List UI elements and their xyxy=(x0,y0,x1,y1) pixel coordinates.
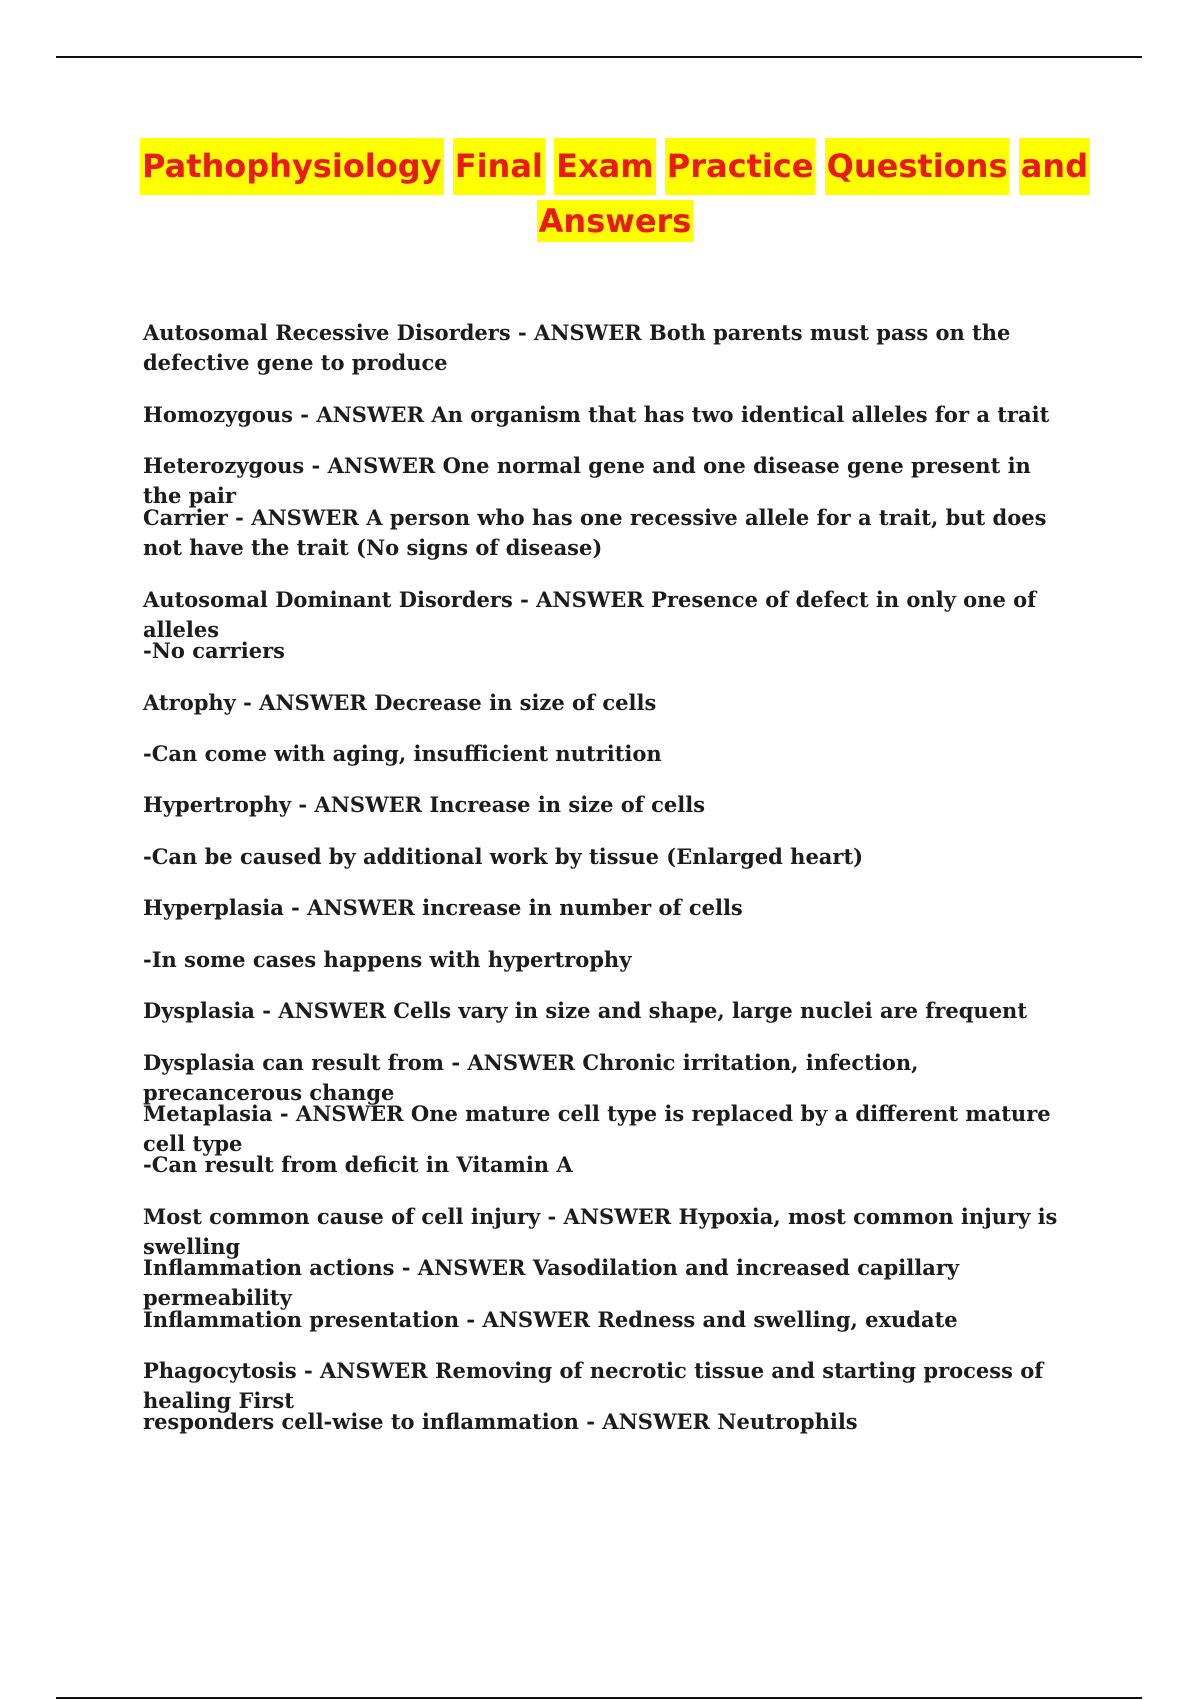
page-title xyxy=(140,138,1090,248)
title-word: Exam xyxy=(554,138,655,195)
qa-item-autosomal-recessive: Autosomal Recessive Disorders - ANSWER Both parents must pass on the defective gene to produce xyxy=(143,320,1011,375)
qa-item-phagocytosis: Phagocytosis - ANSWER Removing of necrotic tissue and starting process of healing First xyxy=(143,1358,1044,1413)
qa-item-note: -Can be caused by additional work by tissue (Enlarged heart) xyxy=(143,844,864,869)
qa-item-note: -Can come with aging, insufficient nutrition xyxy=(143,741,662,766)
qa-item-note: -No carriers xyxy=(143,638,285,663)
title-word: Answers xyxy=(538,202,692,240)
qa-item-homozygous: Homozygous - ANSWER An organism that has two identical alleles for a trait xyxy=(143,402,1050,427)
title-word: Practice xyxy=(665,138,816,195)
qa-item-note: -In some cases happens with hypertrophy xyxy=(143,947,632,972)
qa-item-autosomal-dominant: Autosomal Dominant Disorders - ANSWER Presence of defect in only one of alleles xyxy=(143,587,1037,642)
qa-item-metaplasia: Metaplasia - ANSWER One mature cell type is replaced by a different mature cell type xyxy=(143,1101,1051,1156)
bottom-rule xyxy=(56,1697,1142,1699)
title-line-2 xyxy=(140,195,1090,248)
qa-item-inflammation-actions: Inflammation actions - ANSWER Vasodilation and increased capillary permeability xyxy=(143,1255,960,1310)
qa-item-dysplasia-causes: Dysplasia can result from - ANSWER Chronic irritation, infection, precancerous change xyxy=(143,1050,919,1105)
qa-item-hypertrophy: Hypertrophy - ANSWER Increase in size of cells xyxy=(143,792,706,817)
qa-item-first-responders: responders cell-wise to inflammation - ANSWER Neutrophils xyxy=(143,1409,858,1434)
title-line-1 xyxy=(140,138,1090,195)
title-word: and xyxy=(1019,138,1090,195)
qa-item-heterozygous: Heterozygous - ANSWER One normal gene and one disease gene present in the pair xyxy=(143,453,1031,508)
qa-item-hyperplasia: Hyperplasia - ANSWER increase in number of cells xyxy=(143,895,743,920)
qa-item-carrier: Carrier - ANSWER A person who has one recessive allele for a trait, but does not have the trait (No signs of disease) xyxy=(143,505,1047,560)
title-word: Final xyxy=(453,138,545,195)
title-word: Pathophysiology xyxy=(140,138,444,195)
qa-item-inflammation-presentation: Inflammation presentation - ANSWER Redness and swelling, exudate xyxy=(143,1307,958,1332)
title-word: Questions xyxy=(825,138,1010,195)
qa-item-cell-injury: Most common cause of cell injury - ANSWER Hypoxia, most common injury is swelling xyxy=(143,1204,1058,1259)
qa-item-atrophy: Atrophy - ANSWER Decrease in size of cells xyxy=(143,690,657,715)
qa-item-note: -Can result from deficit in Vitamin A xyxy=(143,1152,573,1177)
top-rule xyxy=(56,56,1142,58)
qa-item-dysplasia: Dysplasia - ANSWER Cells vary in size and shape, large nuclei are frequent xyxy=(143,998,1028,1023)
